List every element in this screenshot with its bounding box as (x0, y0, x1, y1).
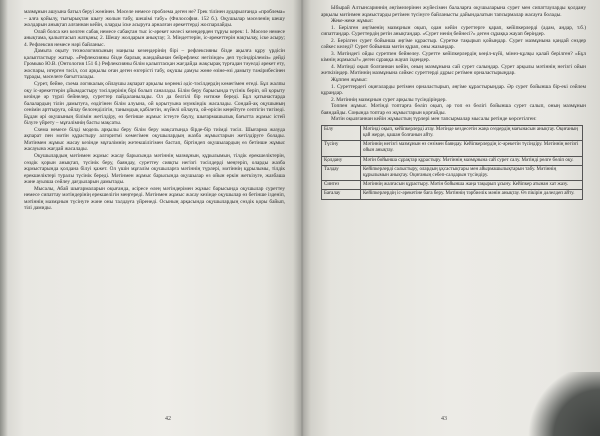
table-row (322, 156, 583, 165)
task-table (321, 125, 583, 200)
table-cell-tasks: Мәтінді оқып, кейіпкерлерді атау. Мәтінде кездесетін жаңа сөздердің мағынасын анықтау. Оқиғаның қай жерде, қашан болғанын айту. (361, 125, 583, 140)
paragraph: 3. Мәтіндегі ойды суретпен бейнелеу. Суретте кейіпкерлердің көңіл-күйі, мінез-құлқы қалай берілген? «Бұл кімнің жұмысы?» деген сұраққа жауап іздеңдер. (321, 50, 586, 64)
page-number: 42 (165, 416, 171, 422)
paragraph: Олай болса кез келген сабақ немесе сабақтан тыс іс-әрекет келесі кезеңдерден тұруы керек: 1. Мәселе немесе анықтама, қалыптасып жатқаны; 2. Шешу жолдарын анықтау; 3. Міндеттерін, іс-әрекеттерін нақтылау, іске асыру; 4. Рефлексия немесе нәрі байланыс. (24, 28, 285, 48)
paragraph: 4. Мәтінді оқып болғаннан кейін, оның мазмұнына сай сурет салыңдар. Сурет арқылы мәтіннің негізгі ойын жеткізіңдер. Мәтіннің мазмұнына сәйкес суреттерді дұрыс ретімен орналастырыңдар. (321, 63, 586, 77)
table-cell-tasks: Кейіпкерлерді салыстыру, олардың ұқсастықтары мен айырмашылықтарын табу. Мәтіннің құрылымын анықтау. Оқиғаның себеп-салдарын түсіндіру. (361, 165, 583, 180)
table-cell-level: Синтез (322, 181, 361, 190)
table-row (322, 190, 583, 199)
paragraph: 1. Берілген әңгіменің мазмұнын оқып, одан кейін суреттерге қарап, кейіпкерлерді (адам, аңдар, т.б.) сипаттаңдар. Суреттердің ретін анықтаңдар. «Сурет ненің бейнесі?» деген сұраққа жауап беріңдер. (321, 24, 586, 38)
left-page-text (24, 9, 285, 212)
paragraph: 1. Суреттердегі оқиғаларды ретімен орналастырып, әңгіме құрастырыңдар. Әр сурет бойынша бір-екі сөйлем құраңдар. (321, 83, 586, 97)
right-page (301, 0, 600, 436)
paragraph: мазмұнын ашуына батыл беруі жөнінен. Мәселе немесе проблема деген не? Грек тілінен аударылғанда «проблема» – алға қойылу, тығырықтан шығу жолын табу, шешімі табу» (Философия. 152 б.). Оқушылар мәселенің шешу жолдарын анықтап алғаннан кейін, оларды іске асыруға арналған әрекеттерді жоспарлайды. (24, 9, 285, 29)
table-cell-tasks: Мәтін бойынша сұрақтар құрастыру. Мәтіннің мазмұнына сай сурет салу. Мәтінді рөлге бөліп оқу. (361, 156, 583, 165)
table-caption: Мәтін оқылғаннан кейін жұмыстың түрлері мен тапсырмалар мысалы ретінде көрсетілген: (331, 116, 537, 123)
paragraph: Сурет, бейне, схема логикалық ойлаушы ақпарат арқылы көрнекі әдіс-тәсілдердің көмегімен өтеді. Бұл жалпы оқу іс-әрекеттерін ұйымдастыру тәсілдерінің бірі болып саналады. Білім беру барысында түсінік беріп, ой қорыту кезінде әр түрлі бейнелер, суреттер пайдаланылады. Ол да белгілі бір нәтиже береді. Бұл қатынастарда балалардың тілін дамытуға, өздігінен білім алуына, ой қорытуына мүмкіндік жасалады. Сондай-ақ оқушының сенімін арттыруға, ойлау белсенділігін, танымдық қабілетін, жүйелі ойлауға, ой-өрісін кеңейтуге септігін тигізеді. Бұдан әрі оқушының білімін жетілдіру, өз бетінше жұмыс істеуге баулу, шығармашылық бағытта жұмыс істей білуге үйрету – мұғалімнің басты мақсаты. (24, 81, 285, 127)
table-cell-tasks: Мәтіннің жалғасын құрастыру. Мәтін бойынша жаңа тақырып ұсыну. Кейіпкер атынан хат жазу. (361, 181, 583, 190)
paragraph: Мысалы, Абай шығармаларын оқығанда, әсіресе өлең мәтіндерімен жұмыс барысында оқушылар суреттеу немесе сипаттау мәтіндерінің ерекшелігін меңгереді. Мәтінмен жұмыс жасау кезінде оқушылар өз бетінше ізденіп, мәтіннің мазмұнын түсінуге және оны талдауға үйренеді. Осының арқасында оқушылардың сөздік қоры байып, тілі дамиды. (24, 185, 285, 212)
corner-shadow (520, 372, 600, 436)
paragraph: Оқушылардың мәтінмен жұмыс жасау барысында мәтіннің мазмұнын, құрылымын, тілдік ерекшеліктерін, сөздік қорын анықтап, түсінік беру, баяндау, суреттеу сияқты негізгі тәсілдерді меңгеріп, оларды жазба жұмыстарында қолдана білуі қажет. Ол үшін мұғалім оқушыларға мәтіннің түрлері, мәтіннің құрылымы, тілдік ерекшеліктері туралы түсінік береді. Мәтінмен жұмыс барысында оқушылар өз ойын еркін жеткізуге, жазбаша және ауызша сөйлеу дағдыларын дамытады. (24, 153, 285, 186)
table-cell-level: Білу (322, 125, 361, 140)
paragraph: Топпен жұмыс. Мәтінді топтарға бөліп оқып, әр топ өз бөлігі бойынша сурет салып, оның мазмұнын баяндайды. Соңында топтар өз жұмыстарын қорғайды. (321, 103, 586, 116)
paragraph: Схема немесе білді модель арқылы беру білім беру мақсатында бірде-бір тиімді тәсіл. Шығарма жазуда ақпарат пен мәтін құрастыру алгоритмі көмегімен оқушылардың жазба жұмыстарын жетілдіруге болады. Мәтінмен жұмыс жасау кезінде мұғалімнің жетекшілігімен бастап, біртіндеп оқушылардың өз бетінше жұмыс жасауына жағдай жасалады. (24, 126, 285, 153)
paragraph: Дамыта оқыту технологиясының маңызы кезеңдерінің бірі – рефлексияны бізде ақылға құру үрдісін қалыптастыру жатыр. «Рефлексияны бізде барлық жандайынан бейрефлекс негізінде» деп түсіндірілеміз» дейді Громыко Ю.В. (Онтология 151 б.) Рефлексияны білім қалыптасқан жағдайда жақсырақ түрғадан тәуелді әрекет ету, жоспары, игерген тәсіл, сол арқылы оған деген өзгерісті табу, оқушы дамуы жөне өзіне-өзі дамыту тәжірибесінен тұрады, мәселеге бағытталады. (24, 48, 285, 81)
paragraph: Жұппен жұмыс: (331, 77, 368, 84)
table-cell-tasks: Мәтіннің негізгі мазмұнын өз сөзімен баяндау. Кейіпкерлердің іс-әрекетін түсіндіру. Мәтіннің негізгі ойын анықтау. (361, 141, 583, 156)
paragraph: Жеке-жеке жұмыс: (331, 18, 374, 25)
right-page-text (321, 5, 586, 200)
table-cell-level: Талдау (322, 165, 361, 180)
page-number: 43 (441, 416, 447, 422)
table-row (322, 181, 583, 190)
table-cell-level: Қолдану (322, 156, 361, 165)
book-gutter-shadow (293, 0, 311, 436)
table-row (322, 125, 583, 140)
table-row (322, 165, 583, 180)
paragraph: Ыбырай Алтынсариннің әңгімелерінен жүйесімен балаларға оқушыларына сурет мен сипаттауларды қолдану арқылы мәтінмен жұмыстарды ретімен түсінуге байланысты дайындалатын тапсырмалар жасауға болады. (321, 5, 586, 18)
table-cell-level: Бағалау (322, 190, 361, 199)
table-row (322, 141, 583, 156)
table-cell-tasks: Кейіпкерлердің іс-әрекетіне баға беру. Мәтіннің тәрбиелік мәнін анықтау. Өз пікірін дәлелдеп айту. (361, 190, 583, 199)
paragraph: 2. Мәтіннің мазмұнын сурет арқылы түсіндіріңдер. (331, 96, 447, 103)
page-edge-shadow (0, 0, 8, 436)
paragraph: 2. Берілген сурет бойынша әңгіме құрастыр. Суретке тақырып қойыңдар. Сурет мазмұнына қандай сөздер сәйкес келеді? Сурет бойынша мәтін құрап, оны жазыңдар. (321, 37, 586, 51)
table-cell-level: Түсіну (322, 141, 361, 156)
